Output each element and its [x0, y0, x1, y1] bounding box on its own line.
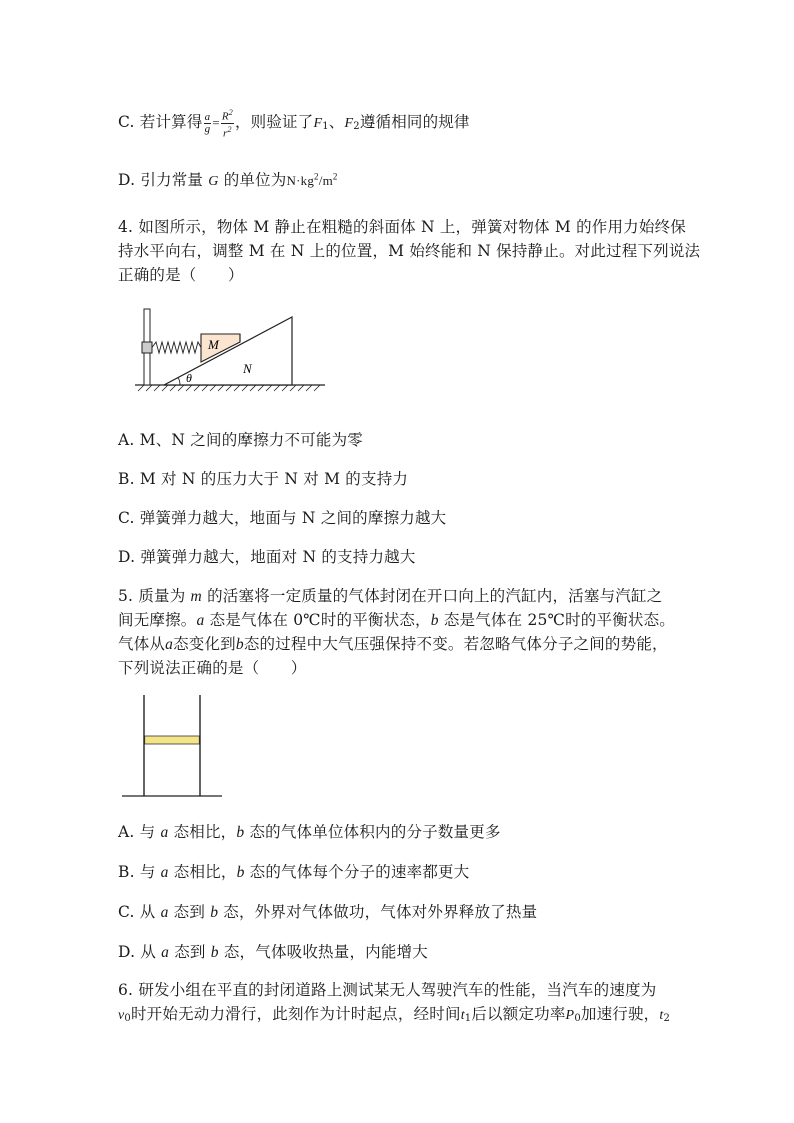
state-b-symbol: b	[236, 824, 245, 841]
piston	[145, 736, 200, 744]
force-F1-symbol: F	[313, 116, 323, 132]
fraction-R-exponent: 2	[228, 108, 233, 117]
q5-opt-a-mid: 态相比，	[168, 823, 237, 841]
q4-stem-line-2: 持水平向右，调整 M 在 N 上的位置，M 始终能和 N 保持静止。对此过程下列说法	[118, 242, 701, 260]
q5-l2-mid: 态是气体在 0℃时的平衡状态，	[204, 611, 431, 629]
q5-opt-c-mid: 态到	[168, 903, 211, 921]
q3-option-c-suffix: 遵循相同的规律	[359, 113, 470, 132]
q5-l1-pre: 5. 质量为	[118, 587, 191, 605]
q4-option-a: A. M、N 之间的摩擦力不可能为零	[118, 431, 364, 449]
q5-opt-a-pre: A. 与	[118, 823, 161, 841]
unit-m-exponent: 2	[332, 171, 338, 182]
fraction-r-exponent: 2	[227, 124, 232, 134]
q5-l3-mid: 态变化到	[173, 635, 236, 653]
q6-l2-a: 时开始无动力滑行，此刻作为计时起点，经时间	[130, 1005, 461, 1023]
fraction-R-numerator: R	[221, 110, 229, 123]
state-a-symbol: a	[165, 636, 174, 653]
q5-opt-c-pre: C. 从	[118, 903, 161, 921]
unit-m: m	[322, 173, 333, 188]
spring-clamp	[142, 342, 152, 353]
time-t1-symbol: t	[460, 1008, 465, 1023]
q5-l2-post: 态是气体在 25℃时的平衡状态。	[438, 611, 676, 629]
q5-l3-post: 态的过程中大气压强保持不变。若忽略气体分子之间的势能，	[243, 635, 668, 653]
block-M-label: M	[208, 337, 219, 352]
incline-N-label: N	[243, 361, 252, 376]
q4-incline-figure	[130, 305, 330, 397]
q5-option-b	[118, 860, 469, 882]
q4-option-d: D. 弹簧弹力越大，地面对 N 的支持力越大	[118, 548, 416, 566]
q4-stem-line-1: 4. 如图所示，物体 M 静止在粗糙的斜面体 N 上，弹簧对物体 M 的作用力始终保	[118, 218, 686, 236]
q5-option-d	[118, 940, 428, 962]
separator: 、	[328, 113, 345, 132]
power-P0-subscript: 0	[574, 1013, 581, 1024]
velocity-v0-subscript: 0	[124, 1013, 131, 1024]
unit-expression	[287, 173, 338, 188]
mass-m-symbol: m	[190, 588, 202, 605]
fraction-g-denominator: g	[204, 122, 211, 135]
gravitational-constant-symbol: G	[208, 174, 219, 189]
q3-option-d	[118, 168, 338, 190]
q5-l2-pre: 间无摩擦。	[118, 611, 197, 629]
force-F2-subscript: 2	[353, 121, 360, 133]
q3-option-c-prefix: C. 若计算得	[118, 113, 203, 132]
equals-sign: =	[212, 115, 220, 131]
force-F1-subscript: 1	[322, 121, 329, 133]
q6-l2-c: 加速行驶，	[580, 1005, 660, 1023]
state-b-symbol: b	[235, 636, 244, 653]
q5-stem-line-2	[118, 608, 675, 630]
state-a-symbol: a	[160, 904, 169, 921]
q5-opt-d-mid: 态到	[169, 943, 211, 961]
q5-cylinder-figure	[118, 690, 228, 800]
q5-opt-b-mid: 态相比，	[168, 863, 237, 881]
q6-l2-b: 后以额定功率	[471, 1005, 566, 1023]
state-a-symbol: a	[196, 612, 205, 629]
q4-option-c: C. 弹簧弹力越大，地面与 N 之间的摩擦力越大	[118, 509, 447, 527]
q3-option-d-prefix: D. 引力常量	[118, 171, 209, 189]
q5-opt-d-post: 态，气体吸收热量，内能增大	[218, 943, 428, 961]
q5-opt-a-post: 态的气体单位体积内的分子数量更多	[244, 823, 501, 841]
angle-theta-label: θ	[186, 371, 192, 385]
q3-option-c-middle: ，则验证了	[234, 113, 314, 132]
time-t2-subscript: 2	[663, 1013, 671, 1024]
q4-option-b: B. M 对 N 的压力大于 N 对 M 的支持力	[118, 470, 409, 488]
ground-hatching	[138, 385, 320, 391]
q5-opt-b-pre: B. 与	[118, 863, 161, 881]
spring	[152, 342, 201, 353]
q5-option-a	[118, 820, 501, 842]
q5-stem-line-3	[118, 632, 668, 654]
state-b-symbol: b	[430, 612, 439, 629]
fraction-a-numerator: a	[204, 110, 211, 123]
time-t2-symbol: t	[659, 1008, 664, 1023]
q5-l3-pre: 气体从	[118, 635, 166, 653]
fraction-a-over-g	[204, 112, 212, 135]
q3-option-d-middle: 的单位为	[218, 171, 287, 189]
q6-stem-line-2	[118, 1002, 670, 1024]
q5-opt-d-pre: D. 从	[118, 943, 162, 961]
q5-stem-line-1	[118, 584, 662, 606]
unit-slash: /	[318, 173, 323, 188]
q5-option-c	[118, 900, 537, 922]
fraction-R2-over-r2	[221, 107, 234, 139]
state-b-symbol: b	[236, 864, 245, 881]
velocity-v0-symbol: v	[118, 1008, 125, 1023]
power-P0-symbol: P	[565, 1008, 575, 1023]
q3-option-c	[118, 107, 470, 139]
q5-opt-c-post: 态，外界对气体做功，气体对外界释放了热量	[218, 903, 538, 921]
state-a-symbol: a	[160, 824, 169, 841]
unit-kg-exponent: 2	[314, 171, 319, 182]
q4-stem-line-3: 正确的是（ ）	[118, 266, 244, 284]
state-a-symbol: a	[160, 864, 169, 881]
q5-stem-line-4: 下列说法正确的是（ ）	[118, 659, 307, 677]
force-F2-symbol: F	[344, 116, 354, 132]
state-b-symbol: b	[210, 944, 219, 961]
q6-stem-line-1: 6. 研发小组在平直的封闭道路上测试某无人驾驶汽车的性能，当汽车的速度为	[118, 981, 657, 999]
q5-opt-b-post: 态的气体每个分子的速率都更大	[244, 863, 470, 881]
time-t1-subscript: 1	[464, 1013, 472, 1024]
fraction-r-denominator: r	[223, 127, 228, 140]
state-a-symbol: a	[161, 944, 170, 961]
unit-N-kg: N·kg	[286, 173, 315, 188]
q5-l1-post: 的活塞将一定质量的气体封闭在开口向上的汽缸内，活塞与汽缸之	[201, 587, 663, 605]
state-b-symbol: b	[210, 904, 219, 921]
